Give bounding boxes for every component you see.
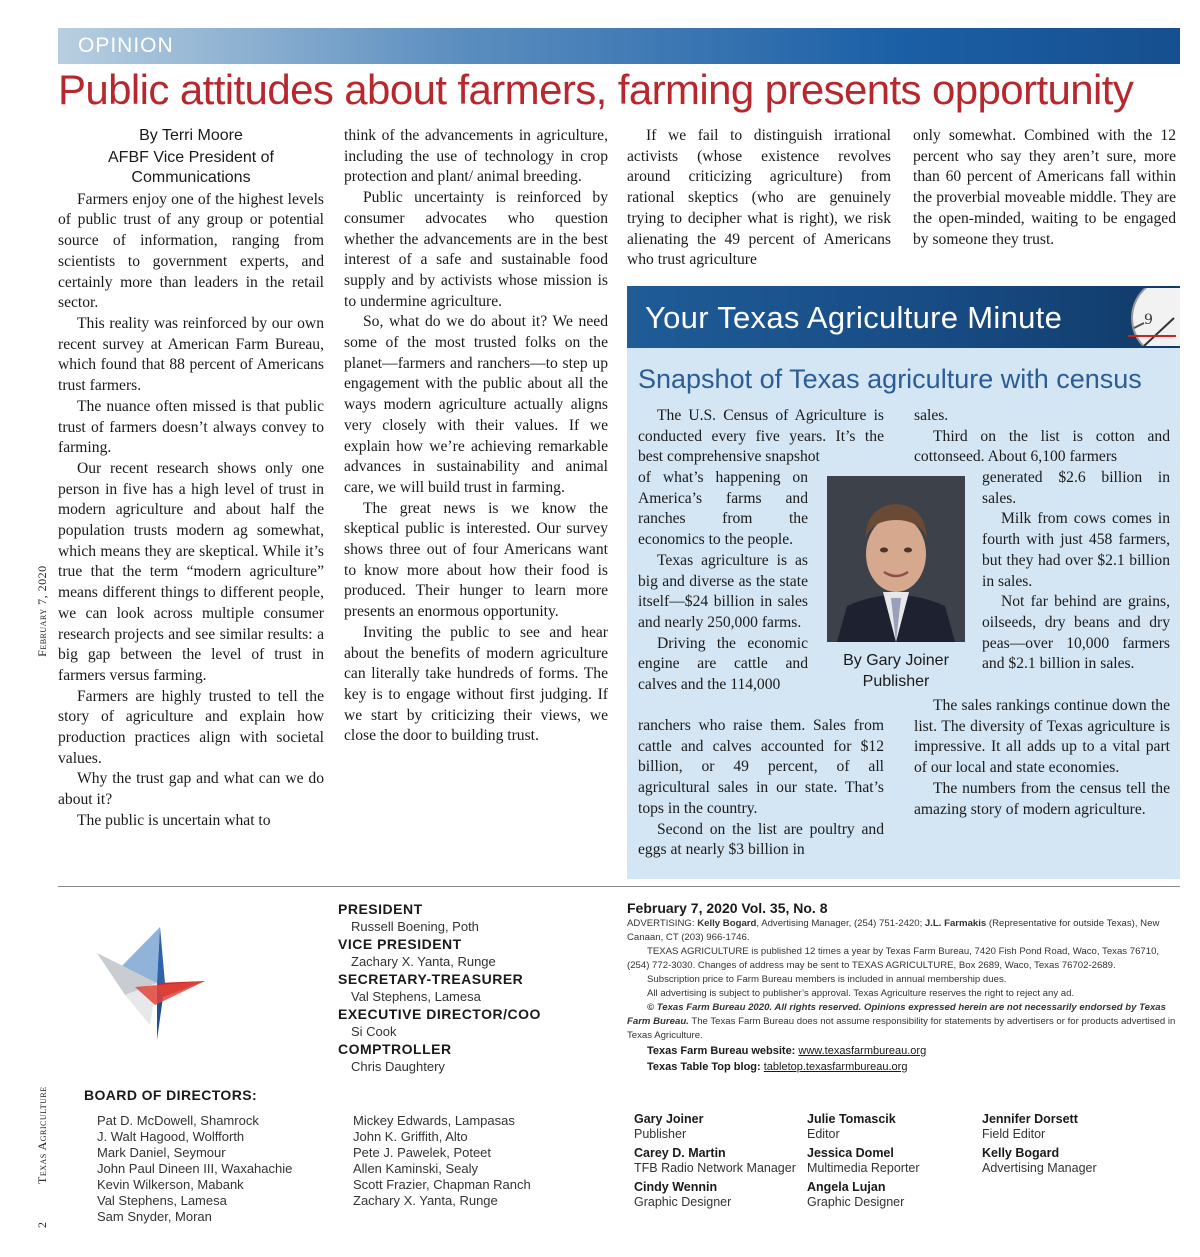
- sidebar-column-2-bottom: [914, 696, 1170, 820]
- paragraph: Third on the list is cotton and cottonseed. About 6,100 farmers: [914, 427, 1170, 466]
- website-line: Texas Farm Bureau website: www.texasfarmbureau.org: [647, 1045, 927, 1057]
- photo-caption: [823, 650, 969, 692]
- sidebar-column-2-wrap: [982, 468, 1170, 675]
- advertising-info: ADVERTISING: Kelly Bogard, Advertising Manager, (254) 751-2420; J.L. Farmakis (Representative for outside Texas), New Canaan, CT (203) 966-1746.: [627, 918, 1160, 943]
- staff-entry: Julie Tomascik Editor: [807, 1112, 896, 1141]
- rights-notice: © Texas Farm Bureau 2020. All rights reserved. Opinions expressed herein are not necessarily endorsed by Texas Farm Bureau. The Texas Farm Bureau does not assume responsibility for statements by advertisers or for products advertised in Texas Agriculture.: [627, 1002, 1176, 1041]
- paragraph: Driving the economic engine are cattle and calves and the 114,000: [638, 634, 808, 694]
- officer-role: PRESIDENT: [338, 901, 423, 917]
- board-member: J. Walt Hagood, Wolfforth: [97, 1129, 245, 1144]
- paragraph: The public is uncertain what to: [77, 811, 271, 829]
- officer-name: Zachary X. Yanta, Runge: [351, 954, 496, 969]
- paragraph: ranchers who raise them. Sales from cattle and calves accounted for $12 billion, or 49 percent, of all agricultural sales in our state. That’s tops in the country.: [638, 717, 884, 817]
- section-label: OPINION: [78, 34, 174, 57]
- advertising-policy: All advertising is subject to publisher’s approval. Texas Agriculture reserves the right to reject any ad.: [647, 988, 1075, 999]
- officer-name: Si Cook: [351, 1024, 397, 1039]
- board-member: Mickey Edwards, Lampasas: [353, 1113, 515, 1128]
- staff-column-2: [807, 1112, 920, 1214]
- board-member: Scott Frazier, Chapman Ranch: [353, 1177, 531, 1192]
- byline-title: AFBF Vice President of Communications: [108, 148, 274, 187]
- sidebar-subtitle: Snapshot of Texas agriculture with census: [638, 364, 1142, 394]
- staff-column-1: [634, 1112, 796, 1214]
- paragraph: Texas agriculture is as big and diverse as the state itself—$24 billion in sales and nearly 250,000 farms.: [638, 551, 808, 631]
- paragraph: Farmers are highly trusted to tell the story of agriculture and explain how production practices align with societal values.: [58, 687, 324, 767]
- paragraph: only somewhat. Combined with the 12 percent who say they aren’t sure, more than 60 percent of Americans fall within the proverbial moveable middle. They are the open-minded, waiting to be engaged by someone they trust.: [913, 127, 1176, 248]
- publication-info: TEXAS AGRICULTURE is published 12 times a year by Texas Farm Bureau, 7420 Fish Pond Road, Waco, Texas 76710, (254) 772-3030. Changes of address may be sent to TEXAS AGRICULTURE, Box 2689, Waco, Texas 76702-2689.: [627, 946, 1160, 971]
- paragraph: Our recent research shows only one person in five has a high level of trust in modern agriculture and about half the population trusts modern ag somewhat, which means they are skeptical. While it’s true that the term “modern agriculture” means different things to different people, we can look across multiple consumer research projects and see similar results: a big gap between the level of trust in farmers versus farming.: [58, 459, 324, 684]
- portrait-image: [827, 476, 965, 642]
- clock-icon: [1114, 288, 1180, 346]
- sidebar-box: [627, 286, 1180, 879]
- paragraph: This reality was reinforced by our own recent survey at American Farm Bureau, which found that 88 percent of Americans trust farmers.: [58, 315, 324, 395]
- board-member: John K. Griffith, Alto: [353, 1129, 468, 1144]
- staff-entry: Kelly Bogard Advertising Manager: [982, 1146, 1097, 1175]
- board-member: John Paul Dineen III, Waxahachie: [97, 1161, 293, 1176]
- paragraph: The nuance often missed is that public trust of farmers doesn’t always convey to farming.: [58, 397, 324, 457]
- officer-name: Val Stephens, Lamesa: [351, 989, 481, 1004]
- board-member: Pat D. McDowell, Shamrock: [97, 1113, 259, 1128]
- board-list-2: [353, 1113, 531, 1209]
- issue-date: February 7, 2020 Vol. 35, No. 8: [627, 900, 828, 916]
- headline: Public attitudes about farmers, farming presents opportunity: [58, 66, 1134, 113]
- board-member: Zachary X. Yanta, Runge: [353, 1193, 498, 1208]
- officer-role: SECRETARY-TREASURER: [338, 971, 524, 987]
- sidebar-title: Your Texas Agriculture Minute: [645, 300, 1063, 335]
- masthead: [627, 899, 1180, 1075]
- paragraph: Inviting the public to see and hear about the benefits of modern agriculture can literally take hundreds of forms. The key is to engage without first judging. If we start by criticizing their views, we close the door to building trust.: [344, 623, 608, 745]
- board-member: Val Stephens, Lamesa: [97, 1193, 227, 1208]
- folio-date: February 7, 2020: [35, 565, 49, 657]
- paragraph: generated $2.6 billion in sales.: [982, 469, 1170, 507]
- staff-entry: Cindy Wennin Graphic Designer: [634, 1180, 732, 1209]
- board-member: Allen Kaminski, Sealy: [353, 1161, 478, 1176]
- officers-list: [338, 900, 598, 1075]
- sidebar-column-1-wrap: [638, 468, 808, 696]
- staff-entry: Carey D. Martin TFB Radio Network Manager: [634, 1146, 796, 1175]
- paragraph: Farmers enjoy one of the highest levels of public trust of any group or potential source of information, ranging from scientists to government experts, and certainly more than leaders in the retail sector.: [58, 190, 324, 312]
- svg-text:9: 9: [1144, 312, 1153, 328]
- article-column-3: [627, 126, 891, 271]
- board-member: Pete J. Pawelek, Poteet: [353, 1145, 492, 1160]
- sidebar-header: [627, 286, 1180, 348]
- officer-name: Russell Boening, Poth: [351, 919, 479, 934]
- website-link[interactable]: www.texasfarmbureau.org: [798, 1045, 927, 1057]
- vertical-folio: [35, 559, 50, 1228]
- page-number: 2: [35, 1221, 49, 1228]
- staff-entry: Angela Lujan Graphic Designer: [807, 1180, 905, 1209]
- byline-name: By Terri Moore: [139, 127, 243, 144]
- paragraph: The numbers from the census tell the amazing story of modern agriculture.: [914, 779, 1170, 818]
- staff-entry: Jessica Domel Multimedia Reporter: [807, 1146, 920, 1175]
- paragraph: The sales rankings continue down the list. The diversity of Texas agriculture is impressive. It all adds up to a vital part of our local and state economies.: [914, 697, 1170, 777]
- author-photo: [827, 476, 965, 642]
- paragraph: Not far behind are grains, oilseeds, dry beans and dry peas—over 10,000 farmers and $2.1 billion in sales.: [982, 593, 1170, 673]
- officer-role: VICE PRESIDENT: [338, 936, 462, 952]
- officer-name: Chris Daughtery: [351, 1059, 445, 1074]
- blog-link[interactable]: tabletop.texasfarmbureau.org: [763, 1061, 908, 1073]
- sidebar-column-1-top: [638, 406, 884, 468]
- board-member: Sam Snyder, Moran: [97, 1209, 212, 1224]
- blog-line: Texas Table Top blog: tabletop.texasfarmbureau.org: [647, 1061, 908, 1073]
- board-member: Kevin Wilkerson, Mabank: [97, 1177, 244, 1192]
- board-list-1: [97, 1113, 292, 1225]
- article-column-4: [913, 126, 1176, 250]
- paragraph: So, what do we do about it? We need some of the most trusted folks on the planet—farmers and ranchers—to step up engagement with the public about all the ways modern agriculture actually aligns very closely with their values. If we explain how we’re achieving remarkable advances in sustainability and animal care, we will build trust in farming.: [344, 313, 608, 496]
- sidebar-column-1-bottom: [638, 716, 884, 861]
- staff-entry: Jennifer Dorsett Field Editor: [982, 1112, 1078, 1141]
- paragraph: If we fail to distinguish irrational activists (whose existence revolves around criticizing agriculture) from rational skeptics (who are genuinely trying to decipher what is right), we risk alienating the 49 percent of Americans who trust agriculture: [627, 127, 891, 269]
- footer-divider: [58, 886, 1180, 887]
- board-member: Mark Daniel, Seymour: [97, 1145, 226, 1160]
- paragraph: Why the trust gap and what can we do about it?: [58, 770, 324, 809]
- officer-role: EXECUTIVE DIRECTOR/COO: [338, 1006, 541, 1022]
- section-banner: [58, 28, 1180, 64]
- article-column-2: [344, 126, 608, 747]
- star-logo: [95, 925, 205, 1040]
- paragraph: sales.: [914, 407, 949, 424]
- staff-entry: Gary Joiner Publisher: [634, 1112, 704, 1141]
- photo-byline: By Gary Joiner: [843, 652, 949, 669]
- paragraph: Public uncertainty is reinforced by consumer advocates who question whether the advancements are in the best interest of a safe and sustainable food supply and by activists whose mission is to undermine agriculture.: [344, 189, 608, 310]
- staff-column-3: [982, 1112, 1097, 1180]
- paragraph: Second on the list are poultry and eggs at nearly $3 billion in: [638, 820, 884, 859]
- paragraph: think of the advancements in agriculture, including the use of technology in crop protection and plant/ animal breeding.: [344, 127, 608, 186]
- photo-title: Publisher: [862, 673, 930, 690]
- sidebar-column-2-top: [914, 406, 1170, 468]
- paragraph: Milk from cows comes in fourth with just 458 farmers, but they had over $2.1 billion in sales.: [982, 510, 1170, 590]
- publication-name: Texas Agriculture: [35, 1086, 49, 1184]
- paragraph: The great news is we know the skeptical public is interested. Our survey shows three out of four Americans want to know more about how their food is produced. Their hunger to learn more presents an enormous opportunity.: [344, 499, 608, 621]
- subscription-info: Subscription price to Farm Bureau members is included in annual membership dues.: [647, 974, 1007, 985]
- article-column-1: [58, 126, 324, 832]
- board-title: BOARD OF DIRECTORS:: [84, 1087, 258, 1103]
- paragraph: The U.S. Census of Agriculture is conducted every five years. It’s the best comprehensive snapshot: [638, 407, 884, 466]
- paragraph: of what’s happening on America’s farms and ranches from the economics to the people.: [638, 469, 808, 549]
- officer-role: COMPTROLLER: [338, 1041, 452, 1057]
